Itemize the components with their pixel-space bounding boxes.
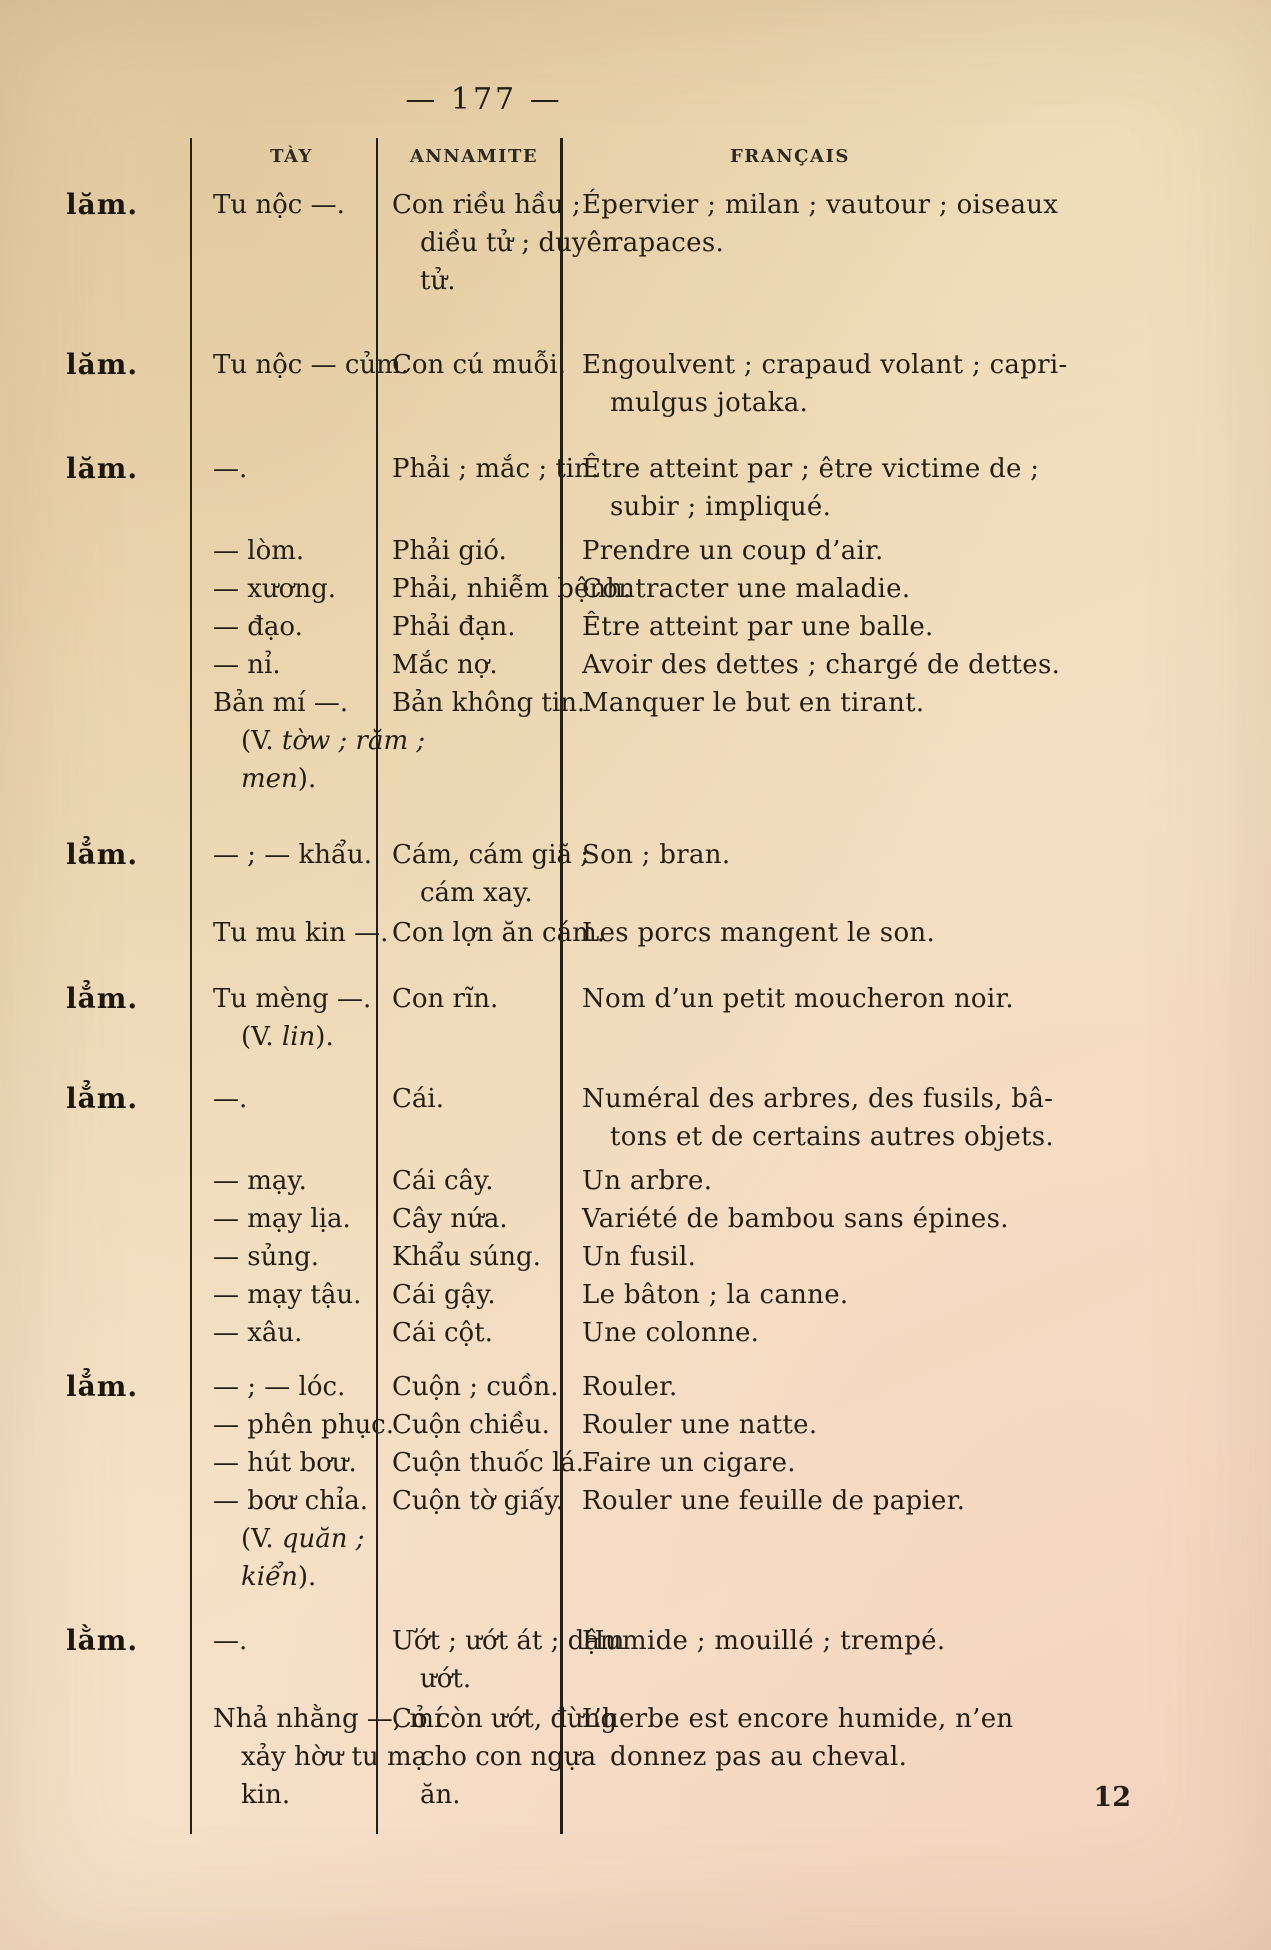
dictionary-row bbox=[60, 300, 1215, 422]
francais-cell-line: Numéral des arbres, des fusils, bâ- bbox=[582, 1084, 1054, 1114]
annamite-cell-line: Cỏ còn ướt, đừng bbox=[392, 1704, 618, 1734]
dictionary-row bbox=[60, 646, 1215, 684]
tay-cell-line: men). bbox=[241, 764, 317, 794]
francais-cell-line: Un fusil. bbox=[582, 1242, 697, 1272]
annamite-cell-line: ướt. bbox=[420, 1664, 472, 1694]
annamite-cell bbox=[378, 952, 560, 1056]
annamite-cell-line: Con cú muỗi. bbox=[392, 350, 567, 380]
dictionary-row bbox=[60, 1698, 1215, 1834]
annamite-cell bbox=[378, 422, 600, 526]
dictionary-row bbox=[60, 1238, 1215, 1276]
annamite-cell bbox=[378, 1596, 625, 1698]
annamite-cell-line: Cuộn tờ giấy. bbox=[392, 1486, 565, 1516]
tay-cell bbox=[190, 1520, 378, 1596]
headword-cell bbox=[60, 570, 190, 608]
francais-cell-line: Rouler une natte. bbox=[582, 1410, 818, 1440]
tay-cell-line: — hút bơư. bbox=[213, 1448, 357, 1478]
francais-cell bbox=[560, 722, 1215, 798]
francais-cell bbox=[560, 646, 1215, 684]
headword-cell bbox=[60, 1200, 190, 1238]
annamite-cell bbox=[378, 1352, 560, 1406]
francais-cell-line: L’herbe est encore humide, n’en bbox=[582, 1704, 1014, 1734]
tay-cell-line: — nỉ. bbox=[213, 650, 281, 680]
annamite-cell bbox=[378, 570, 632, 608]
tay-cell-line: kin. bbox=[241, 1780, 291, 1810]
annamite-cell bbox=[378, 684, 586, 722]
headword-cell bbox=[60, 952, 190, 1056]
francais-cell-line: Être atteint par une balle. bbox=[582, 612, 934, 642]
entry-headword: lẳm. bbox=[66, 1082, 139, 1115]
tay-cell-line: — bơư chỉa. bbox=[213, 1486, 368, 1516]
annamite-cell-line: Cuộn ; cuồn. bbox=[392, 1372, 559, 1402]
francais-cell bbox=[560, 1520, 1215, 1596]
dictionary-table bbox=[60, 138, 1215, 1834]
tay-cell-line: —. bbox=[213, 454, 248, 484]
tay-cell bbox=[190, 1482, 378, 1520]
annamite-cell-line: Ướt ; ướt át ; dậm bbox=[392, 1626, 625, 1656]
printer-signature: 12 bbox=[1093, 1782, 1131, 1813]
francais-cell-line: Rouler. bbox=[582, 1372, 678, 1402]
francais-cell bbox=[560, 912, 1215, 952]
headword-cell bbox=[60, 1276, 190, 1314]
headword-cell bbox=[60, 1698, 190, 1834]
entry-headword: lẳm. bbox=[66, 1370, 139, 1403]
dictionary-row bbox=[60, 1596, 1215, 1698]
francais-cell-line: Prendre un coup d’air. bbox=[582, 536, 884, 566]
francais-cell-line: Une colonne. bbox=[582, 1318, 760, 1348]
annamite-cell bbox=[378, 300, 567, 422]
dictionary-row bbox=[60, 1406, 1215, 1444]
entry-headword: lăm. bbox=[66, 348, 139, 381]
francais-cell-line: Son ; bran. bbox=[582, 840, 731, 870]
headword-cell bbox=[60, 722, 190, 798]
annamite-cell bbox=[378, 1056, 560, 1156]
headword-cell bbox=[60, 526, 190, 570]
dictionary-row bbox=[60, 1520, 1215, 1596]
tay-cell bbox=[190, 1056, 378, 1156]
francais-cell bbox=[560, 1482, 1215, 1520]
francais-cell-line: Le bâton ; la canne. bbox=[582, 1280, 849, 1310]
dictionary-row bbox=[60, 526, 1215, 570]
annamite-cell bbox=[378, 912, 606, 952]
annamite-cell-line: Phải gió. bbox=[392, 536, 507, 566]
francais-cell-line: Variété de bambou sans épines. bbox=[582, 1204, 1009, 1234]
tay-cell-line: Tu mu kin —. bbox=[213, 918, 389, 948]
headword-cell bbox=[60, 300, 190, 422]
annamite-cell-line: diều tử ; duyên bbox=[420, 228, 619, 258]
annamite-cell-line: Cái gậy. bbox=[392, 1280, 496, 1310]
annamite-cell-line: Cây nứa. bbox=[392, 1204, 508, 1234]
annamite-cell-line: cám xay. bbox=[420, 878, 533, 908]
annamite-cell-line: ăn. bbox=[420, 1780, 461, 1810]
francais-cell-line: Les porcs mangent le son. bbox=[582, 918, 936, 948]
headword-cell bbox=[60, 1156, 190, 1200]
annamite-cell-line: Phải ; mắc ; tin. bbox=[392, 454, 600, 484]
tay-cell bbox=[190, 570, 378, 608]
francais-cell-line: mulgus jotaka. bbox=[610, 388, 809, 418]
dictionary-row bbox=[60, 1444, 1215, 1482]
tay-cell-line: (V. lin). bbox=[241, 1022, 334, 1052]
tay-cell-line: (V. tờw ; răm ; bbox=[241, 726, 426, 756]
tay-cell-line: Bản mí —. bbox=[213, 688, 349, 718]
dictionary-row bbox=[60, 722, 1215, 798]
annamite-cell bbox=[378, 1200, 560, 1238]
dictionary-row bbox=[60, 1314, 1215, 1352]
tay-cell bbox=[190, 1276, 378, 1314]
tay-cell-line: Tu mèng —. bbox=[213, 984, 372, 1014]
francais-cell-line: subir ; impliqué. bbox=[610, 492, 832, 522]
dictionary-row bbox=[60, 1156, 1215, 1200]
headword-cell bbox=[60, 608, 190, 646]
column-header-row bbox=[60, 138, 1215, 172]
entry-headword: lăm. bbox=[66, 452, 139, 485]
tay-cell-line: — sủng. bbox=[213, 1242, 320, 1272]
annamite-cell-line: Cuộn chiều. bbox=[392, 1410, 550, 1440]
francais-cell bbox=[560, 172, 1215, 300]
tay-cell-line: —. bbox=[213, 1626, 248, 1656]
annamite-cell-line: Con lợn ăn cám. bbox=[392, 918, 606, 948]
dictionary-row bbox=[60, 798, 1215, 912]
tay-cell-line: — lòm. bbox=[213, 536, 305, 566]
headword-cell bbox=[60, 1520, 190, 1596]
tay-cell-line: Tu nộc —. bbox=[213, 190, 345, 220]
headword-cell bbox=[60, 1444, 190, 1482]
annamite-cell bbox=[378, 1698, 618, 1834]
francais-cell-line: Contracter une maladie. bbox=[582, 574, 911, 604]
tay-cell bbox=[190, 646, 378, 684]
entry-headword: lẳm. bbox=[66, 982, 139, 1015]
annamite-cell-line: Bản không tin. bbox=[392, 688, 586, 718]
francais-cell bbox=[560, 300, 1215, 422]
francais-cell-line: Être atteint par ; être victime de ; bbox=[582, 454, 1040, 484]
francais-column-label: FRANÇAIS bbox=[730, 146, 850, 167]
tay-cell-line: — ; — khẩu. bbox=[213, 840, 372, 870]
annamite-cell-line: Phải, nhiễm bệnh. bbox=[392, 574, 632, 604]
francais-cell bbox=[560, 1238, 1215, 1276]
annamite-cell bbox=[378, 722, 560, 798]
annamite-cell-line: Phải đạn. bbox=[392, 612, 516, 642]
tay-cell-line: — mạy tậu. bbox=[213, 1280, 362, 1310]
tay-cell-line: — phên phục. bbox=[213, 1410, 395, 1440]
dictionary-row bbox=[60, 1056, 1215, 1156]
tay-cell-line: — xương. bbox=[213, 574, 336, 604]
tay-cell bbox=[190, 1156, 378, 1200]
headword-cell bbox=[60, 1596, 190, 1698]
headword-cell bbox=[60, 798, 190, 912]
annamite-cell bbox=[378, 1156, 560, 1200]
annamite-cell bbox=[378, 798, 590, 912]
tay-cell bbox=[190, 912, 389, 952]
headword-cell bbox=[60, 1482, 190, 1520]
tay-cell bbox=[190, 684, 378, 722]
francais-cell bbox=[560, 1352, 1215, 1406]
francais-cell bbox=[560, 422, 1215, 526]
page-number-header: — 177 — bbox=[405, 82, 563, 117]
dictionary-row bbox=[60, 172, 1215, 300]
tay-cell bbox=[190, 722, 426, 798]
tay-column-label: TÀY bbox=[270, 146, 313, 167]
tay-cell-line: Tu nộc — củm. bbox=[213, 350, 410, 380]
francais-cell-line: Épervier ; milan ; vautour ; oiseaux bbox=[582, 190, 1059, 220]
entry-headword: lẳm. bbox=[66, 838, 139, 871]
dictionary-row bbox=[60, 608, 1215, 646]
tay-cell-line: (V. quăn ; bbox=[241, 1524, 365, 1554]
francais-cell-line: Manquer le but en tirant. bbox=[582, 688, 925, 718]
headword-cell bbox=[60, 684, 190, 722]
annamite-cell bbox=[378, 526, 560, 570]
annamite-cell bbox=[378, 1520, 560, 1596]
tay-cell bbox=[190, 1444, 378, 1482]
headword-cell bbox=[60, 912, 190, 952]
francais-cell bbox=[560, 1276, 1215, 1314]
dictionary-row bbox=[60, 1276, 1215, 1314]
entry-headword: lằm. bbox=[66, 1624, 139, 1657]
francais-cell-line: Engoulvent ; crapaud volant ; capri- bbox=[582, 350, 1068, 380]
francais-cell bbox=[560, 1698, 1215, 1834]
annamite-cell bbox=[378, 1444, 585, 1482]
tay-cell-line: — mạy lịa. bbox=[213, 1204, 351, 1234]
tay-cell-line: — mạy. bbox=[213, 1166, 307, 1196]
dictionary-row bbox=[60, 1200, 1215, 1238]
tay-cell-line: Nhả nhằng —, mí bbox=[213, 1704, 443, 1734]
tay-cell-line: — xâu. bbox=[213, 1318, 303, 1348]
annamite-cell-line: cho con ngựa bbox=[420, 1742, 597, 1772]
annamite-cell-line: Cám, cám giã ; bbox=[392, 840, 590, 870]
tay-cell bbox=[190, 1596, 378, 1698]
tay-cell-line: — ; — lóc. bbox=[213, 1372, 346, 1402]
francais-cell bbox=[560, 608, 1215, 646]
annamite-cell bbox=[378, 1406, 560, 1444]
annamite-cell bbox=[378, 172, 619, 300]
annamite-cell-line: Cái cột. bbox=[392, 1318, 493, 1348]
annamite-cell-line: Con riều hầu ; bbox=[392, 190, 581, 220]
tay-cell bbox=[190, 422, 378, 526]
francais-cell-line: Un arbre. bbox=[582, 1166, 713, 1196]
entry-rows bbox=[60, 172, 1215, 1834]
tay-cell bbox=[190, 1352, 378, 1406]
annamite-cell bbox=[378, 1482, 565, 1520]
tay-cell-line: kiển). bbox=[241, 1562, 317, 1592]
dictionary-row bbox=[60, 570, 1215, 608]
headword-cell bbox=[60, 422, 190, 526]
tay-cell bbox=[190, 798, 378, 912]
tay-cell bbox=[190, 1314, 378, 1352]
dictionary-row bbox=[60, 1482, 1215, 1520]
tay-cell bbox=[190, 1200, 378, 1238]
dictionary-row bbox=[60, 912, 1215, 952]
tay-cell bbox=[190, 952, 378, 1056]
tay-cell-line: — đạo. bbox=[213, 612, 303, 642]
annamite-cell-line: Cái cây. bbox=[392, 1166, 494, 1196]
annamite-cell-line: Mắc nợ. bbox=[392, 650, 498, 680]
annamite-column-label: ANNAMITE bbox=[409, 146, 539, 167]
francais-cell bbox=[560, 798, 1215, 912]
annamite-cell-line: Cái. bbox=[392, 1084, 444, 1114]
dictionary-row bbox=[60, 684, 1215, 722]
annamite-cell-line: Khẩu súng. bbox=[392, 1242, 541, 1272]
annamite-cell bbox=[378, 646, 560, 684]
headword-cell bbox=[60, 646, 190, 684]
francais-cell-line: rapaces. bbox=[610, 228, 725, 258]
tay-cell bbox=[190, 1406, 395, 1444]
francais-cell bbox=[560, 1200, 1215, 1238]
tay-cell-line: xảy hờư tu mạ bbox=[241, 1742, 428, 1772]
tay-cell bbox=[190, 300, 410, 422]
francais-cell-line: Humide ; mouillé ; trempé. bbox=[582, 1626, 946, 1656]
annamite-cell bbox=[378, 608, 560, 646]
francais-cell bbox=[560, 952, 1215, 1056]
headword-cell bbox=[60, 1238, 190, 1276]
annamite-cell bbox=[378, 1314, 560, 1352]
francais-cell bbox=[560, 526, 1215, 570]
francais-cell bbox=[560, 570, 1215, 608]
dictionary-row bbox=[60, 422, 1215, 526]
francais-cell bbox=[560, 1056, 1215, 1156]
tay-cell bbox=[190, 172, 378, 300]
francais-cell bbox=[560, 1596, 1215, 1698]
francais-cell-line: donnez pas au cheval. bbox=[610, 1742, 908, 1772]
francais-cell bbox=[560, 1156, 1215, 1200]
francais-cell-line: tons et de certains autres objets. bbox=[610, 1122, 1054, 1152]
tay-cell bbox=[190, 526, 378, 570]
annamite-cell bbox=[378, 1238, 560, 1276]
headword-cell bbox=[60, 1406, 190, 1444]
dictionary-row bbox=[60, 952, 1215, 1056]
dictionary-row bbox=[60, 1352, 1215, 1406]
francais-cell-line: Avoir des dettes ; chargé de dettes. bbox=[582, 650, 1061, 680]
francais-cell bbox=[560, 1406, 1215, 1444]
tay-cell bbox=[190, 1238, 378, 1276]
francais-cell bbox=[560, 1444, 1215, 1482]
annamite-cell-line: Con rĩn. bbox=[392, 984, 499, 1014]
francais-cell-line: Faire un cigare. bbox=[582, 1448, 796, 1478]
tay-cell-line: —. bbox=[213, 1084, 248, 1114]
francais-cell-line: Nom d’un petit moucheron noir. bbox=[582, 984, 1014, 1014]
francais-cell bbox=[560, 1314, 1215, 1352]
tay-cell bbox=[190, 608, 378, 646]
headword-cell bbox=[60, 1352, 190, 1406]
headword-cell bbox=[60, 1314, 190, 1352]
headword-cell bbox=[60, 1056, 190, 1156]
headword-column-header bbox=[60, 138, 190, 172]
annamite-cell-line: Cuộn thuốc lá. bbox=[392, 1448, 585, 1478]
annamite-cell bbox=[378, 1276, 560, 1314]
headword-cell bbox=[60, 172, 190, 300]
annamite-cell-line: tử. bbox=[420, 266, 456, 296]
entry-headword: lăm. bbox=[66, 188, 139, 221]
francais-cell-line: Rouler une feuille de papier. bbox=[582, 1486, 966, 1516]
francais-cell bbox=[560, 684, 1215, 722]
